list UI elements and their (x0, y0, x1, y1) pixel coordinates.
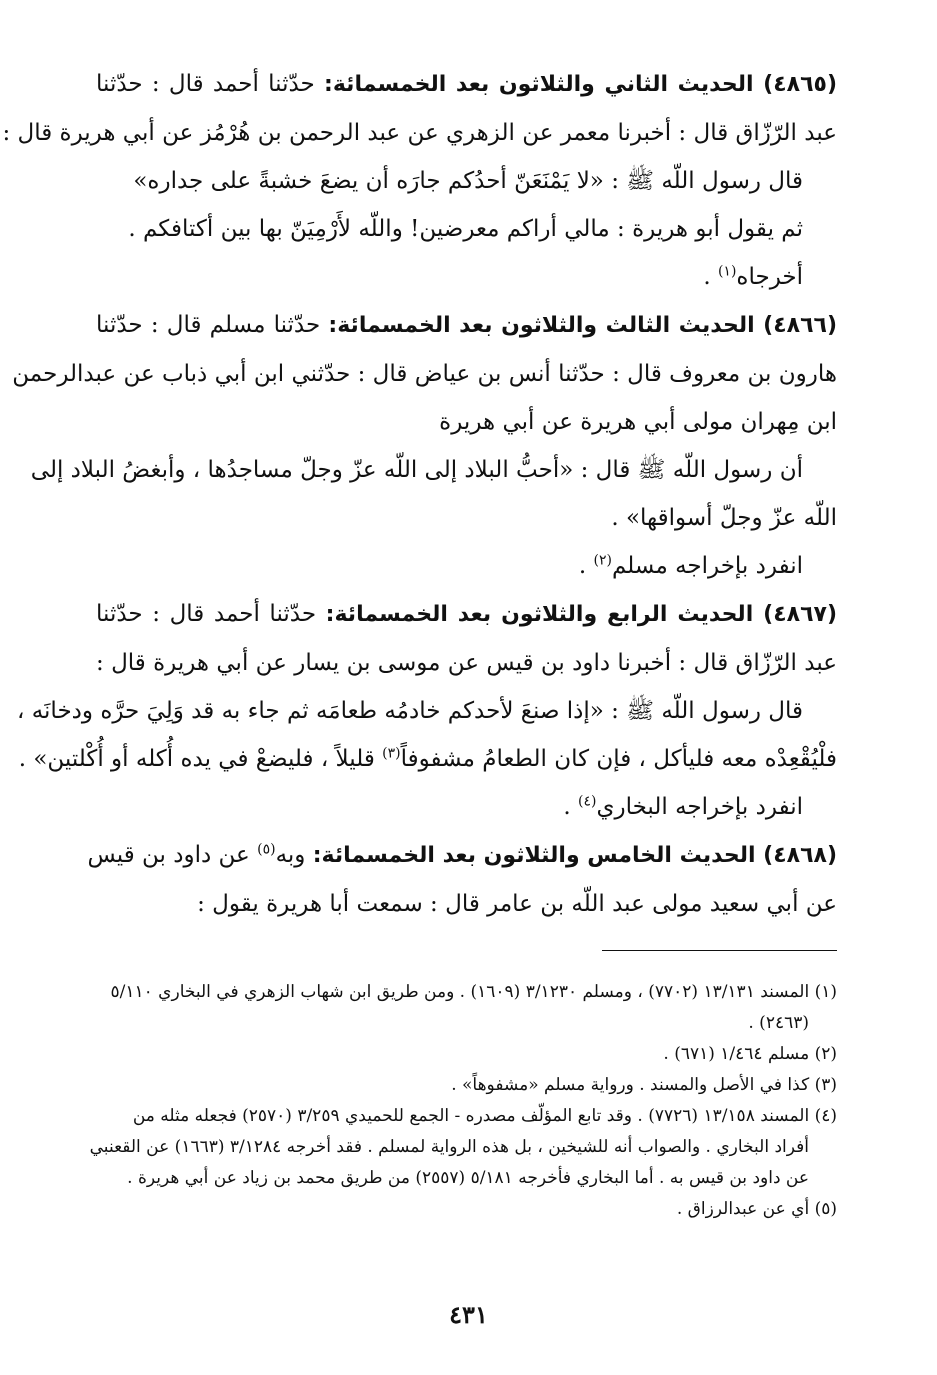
hadith-4865-line-2: عبد الرّزّاق قال : أخبرنا معمر عن الزهري عن عبد الرحمن بن هُرْمُز عن أبي هريرة قال : (2, 120, 837, 146)
hadith-4868-heading: (٤٨٦٨) الحديث الخامس والثلاثون بعد الخمسمائة: (312, 843, 837, 868)
hadith-4868-line-2: عن أبي سعيد مولى عبد اللّه بن عامر قال : سمعت أبا هريرة يقول : (197, 891, 837, 917)
footnote-1: (١) المسند ١٣/١٣١ (٧٧٠٢) ، ومسلم ٣/١٢٣٠ (١٦٠٩) . ومن طريق ابن شهاب الزهري في البخاري ٥/١١٠ (110, 982, 837, 1002)
hadith-4866-line-4: أن رسول اللّه ﷺ قال : «أحبُّ البلاد إلى اللّه عزّ وجلّ مساجدُها ، وأبغضُ البلاد إلى (30, 457, 803, 483)
hadith-4868 (87, 831, 837, 928)
footnote-ref-3: (٣) (382, 745, 401, 762)
hadith-4866-heading: (٤٨٦٦) الحديث الثالث والثلاثون بعد الخمسمائة: (328, 313, 837, 338)
footnote-4-cont-1: أفراد البخاري . والصواب أنه للشيخين ، بل هذه الرواية لمسلم . فقد أخرجه ٣/١٢٨٤ (١٦٦٣) عن القعنبي (89, 1137, 809, 1157)
footnotes (89, 977, 837, 1225)
hadith-4865-line-5: أخرجاه$^{(١)}$ . (703, 263, 803, 290)
hadith-4866-line-1: (٤٨٦٦) الحديث الثالث والثلاثون بعد الخمسمائة: حدّثنا مسلم قال : حدّثنا (96, 312, 837, 338)
hadith-4867-line-1: (٤٨٦٧) الحديث الرابع والثلاثون بعد الخمسمائة: حدّثنا أحمد قال : حدّثنا (96, 601, 838, 627)
hadith-4865-line-1: (٤٨٦٥) الحديث الثاني والثلاثون بعد الخمسمائة: حدّثنا أحمد قال : حدّثنا (96, 71, 837, 97)
hadith-4866-line-2: هارون بن معروف قال : حدّثنا أنس بن عياض قال : حدّثني ابن أبي ذباب عن عبدالرحمن (12, 361, 837, 387)
hadith-4867-line-2: عبد الرّزّاق قال : أخبرنا داود بن قيس عن موسى بن يسار عن أبي هريرة قال : (96, 650, 837, 676)
hadith-4868-line-1: (٤٨٦٨) الحديث الخامس والثلاثون بعد الخمسمائة: وبه$^{(٥)}$ عن داود بن قيس (87, 841, 837, 868)
footnote-3: (٣) كذا في الأصل والمسند . ورواية مسلم «مشفوهاً» . (451, 1075, 837, 1095)
hadith-4867-heading: (٤٨٦٧) الحديث الرابع والثلاثون بعد الخمسمائة: (325, 602, 838, 627)
footnote-ref-1: (١) (717, 263, 737, 280)
footnote-ref-4: (٤) (577, 793, 597, 810)
footnote-5: (٥) أي عن عبدالرزاق . (676, 1199, 837, 1219)
hadith-4866-line-5: اللّه عزّ وجلّ أسواقها» . (611, 505, 837, 531)
hadith-4866 (12, 301, 837, 590)
hadith-4867-line-4: فلْيُقْعِدْه معه فليأكل ، فإن كان الطعامُ مشفوفاً$^{(٣)}$ قليلاً ، فليضعْ في يده أُكله أو أُكْلتين» . (18, 745, 837, 772)
footnote-separator (602, 950, 837, 951)
footnote-2: (٢) مسلم ١/٤٦٤ (٦٧١) . (663, 1044, 837, 1064)
hadith-4866-line-6: انفرد بإخراجه مسلم$^{(٢)}$ . (578, 552, 803, 579)
hadith-4865-line-4: ثم يقول أبو هريرة : مالي أراكم معرضين! واللّه لأَرْمِيَنّ بها بين أكتافكم . (128, 216, 803, 242)
hadith-4867 (16, 590, 838, 831)
footnote-ref-5: (٥) (257, 841, 276, 858)
page-number: ٤٣١ (449, 1300, 488, 1329)
hadith-4867-line-3: قال رسول اللّه ﷺ : «إذا صنعَ لأحدكم خادمُه طعامَه ثم جاء به قد وَلِيَ حرَّه ودخانَه ، (16, 698, 803, 724)
footnote-4-cont-2: عن داود بن قيس به . أما البخاري فأخرجه ٥/١٨١ (٢٥٥٧) من طريق محمد بن زياد عن أبي هريرة . (127, 1168, 809, 1188)
hadith-4867-line-5: انفرد بإخراجه البخاري$^{(٤)}$ . (563, 793, 803, 820)
footnote-ref-2: (٢) (593, 552, 612, 569)
hadith-4865 (2, 60, 837, 301)
footnote-1-cont: (٢٤٦٣) . (748, 1013, 809, 1033)
hadith-4865-heading: (٤٨٦٥) الحديث الثاني والثلاثون بعد الخمسمائة: (324, 72, 837, 97)
hadith-4865-line-3: قال رسول اللّه ﷺ : «لا يَمْنَعَنّ أحدُكم جارَه أن يضعَ خشبةً على جداره» (133, 168, 803, 194)
footnote-4: (٤) المسند ١٣/١٥٨ (٧٧٢٦) . وقد تابع المؤلّف مصدره - الجمع للحميدي ٣/٢٥٩ (٢٥٧٠) فجعله مثله من (132, 1106, 837, 1126)
hadith-4866-line-3: ابن مِهران مولى أبي هريرة عن أبي هريرة (439, 409, 837, 435)
